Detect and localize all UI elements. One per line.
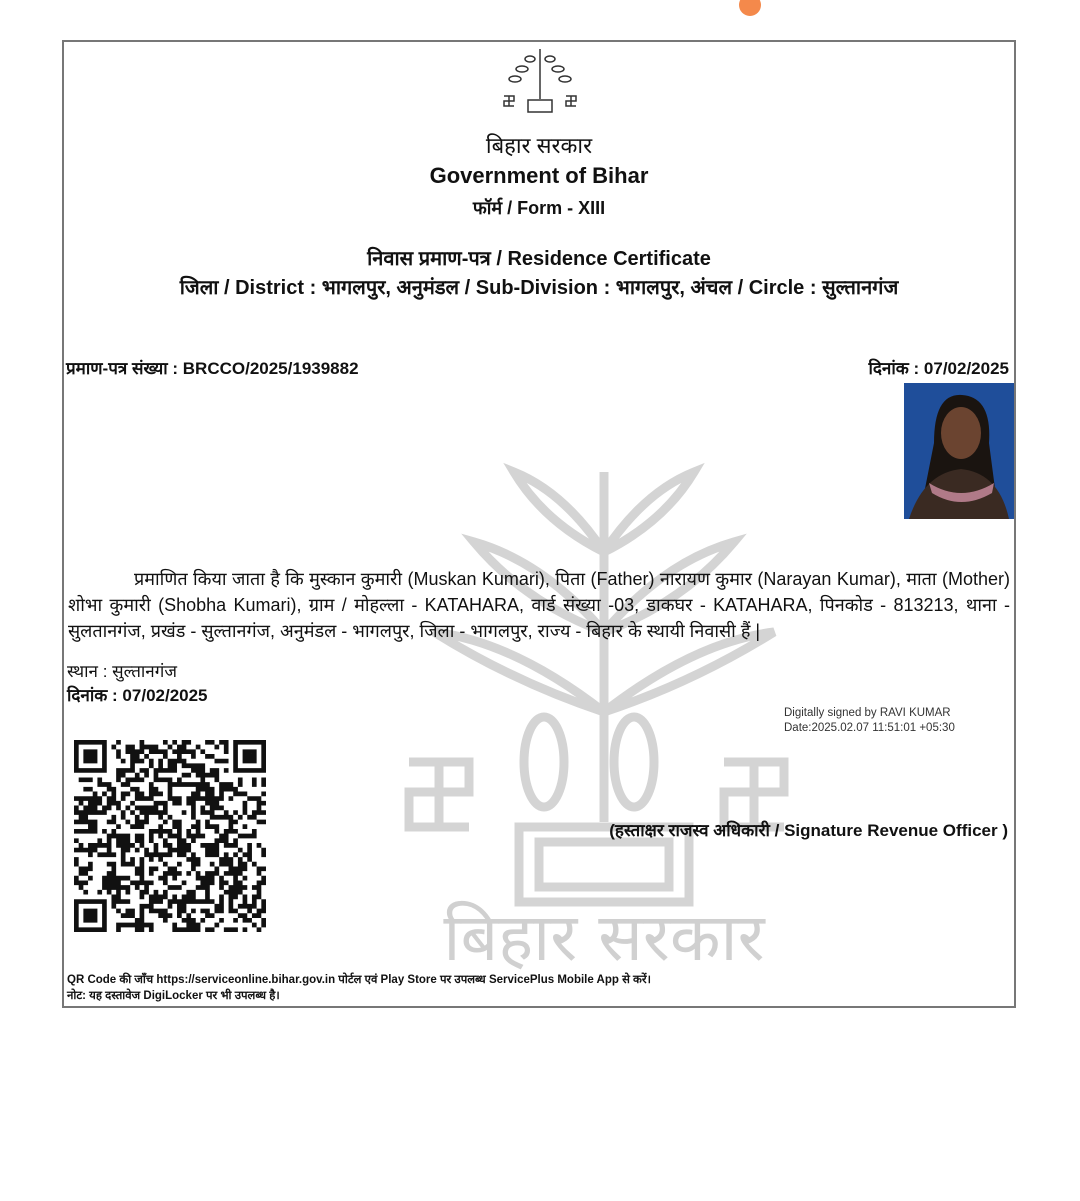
- form-number: फॉर्म / Form - XIII: [472, 198, 606, 218]
- qr-modules: [74, 740, 266, 932]
- issue-date: दिनांक : 07/02/2025: [868, 359, 1009, 378]
- qr-code: [74, 740, 266, 932]
- certificate-body: प्रमाणित किया जाता है कि मुस्कान कुमारी (Muskan Kumari), पिता (Father) नारायण कुमार (Narayan Kumar), माता (Mother) शोभा कुमारी (Shobha Kumari), ग्राम / मोहल्ला - KATAHARA, वार्ड संख्या -03, डाकघर - KATAHARA, पिनकोड - 813213, थाना - सुलतानगंज, प्रखंड - सुल्तानगंज, अनुमंडल - भागलपुर, जिला - भागलपुर, राज्य - बिहार के स्थायी निवासी हैं |: [68, 569, 1010, 641]
- digilocker-note: नोट: यह दस्तावेज DigiLocker पर भी उपलब्ध है।: [67, 990, 280, 1002]
- govt-title: Government of Bihar: [429, 163, 649, 188]
- digital-signature-date: Date:2025.02.07 11:51:01 +05:30: [784, 722, 955, 734]
- hindi-govt-title: बिहार सरकार: [485, 133, 593, 158]
- bihar-emblem-watermark: [394, 432, 814, 1022]
- status-dot: [739, 0, 761, 16]
- signature-label: (हस्ताक्षर राजस्व अधिकारी / Signature Revenue Officer ): [609, 821, 1008, 840]
- location-line: जिला / District : भागलपुर, अनुमंडल / Sub-Division : भागलपुर, अंचल / Circle : सुल्तानगंज: [179, 277, 899, 299]
- place: स्थान : सुल्तानगंज: [67, 662, 177, 681]
- bihar-emblem-logo: [500, 44, 580, 114]
- qr-verification-note: QR Code की जाँच https://serviceonline.bihar.gov.in पोर्टल एवं Play Store पर उपलब्ध ServicePlus Mobile App से करें।: [67, 974, 651, 986]
- certificate: [62, 40, 1016, 1008]
- certificate-title: निवास प्रमाण-पत्र / Residence Certificate: [367, 248, 711, 270]
- certificate-number: प्रमाण-पत्र संख्या : BRCCO/2025/1939882: [66, 359, 359, 378]
- watermark-text: बिहार सरकार: [443, 899, 765, 976]
- footer: [67, 972, 1011, 1004]
- issue-date-bottom: दिनांक : 07/02/2025: [67, 686, 208, 705]
- certificate-body-section: [68, 566, 1010, 708]
- applicant-photo: [904, 383, 1014, 519]
- digital-signature-name: Digitally signed by RAVI KUMAR: [784, 707, 951, 719]
